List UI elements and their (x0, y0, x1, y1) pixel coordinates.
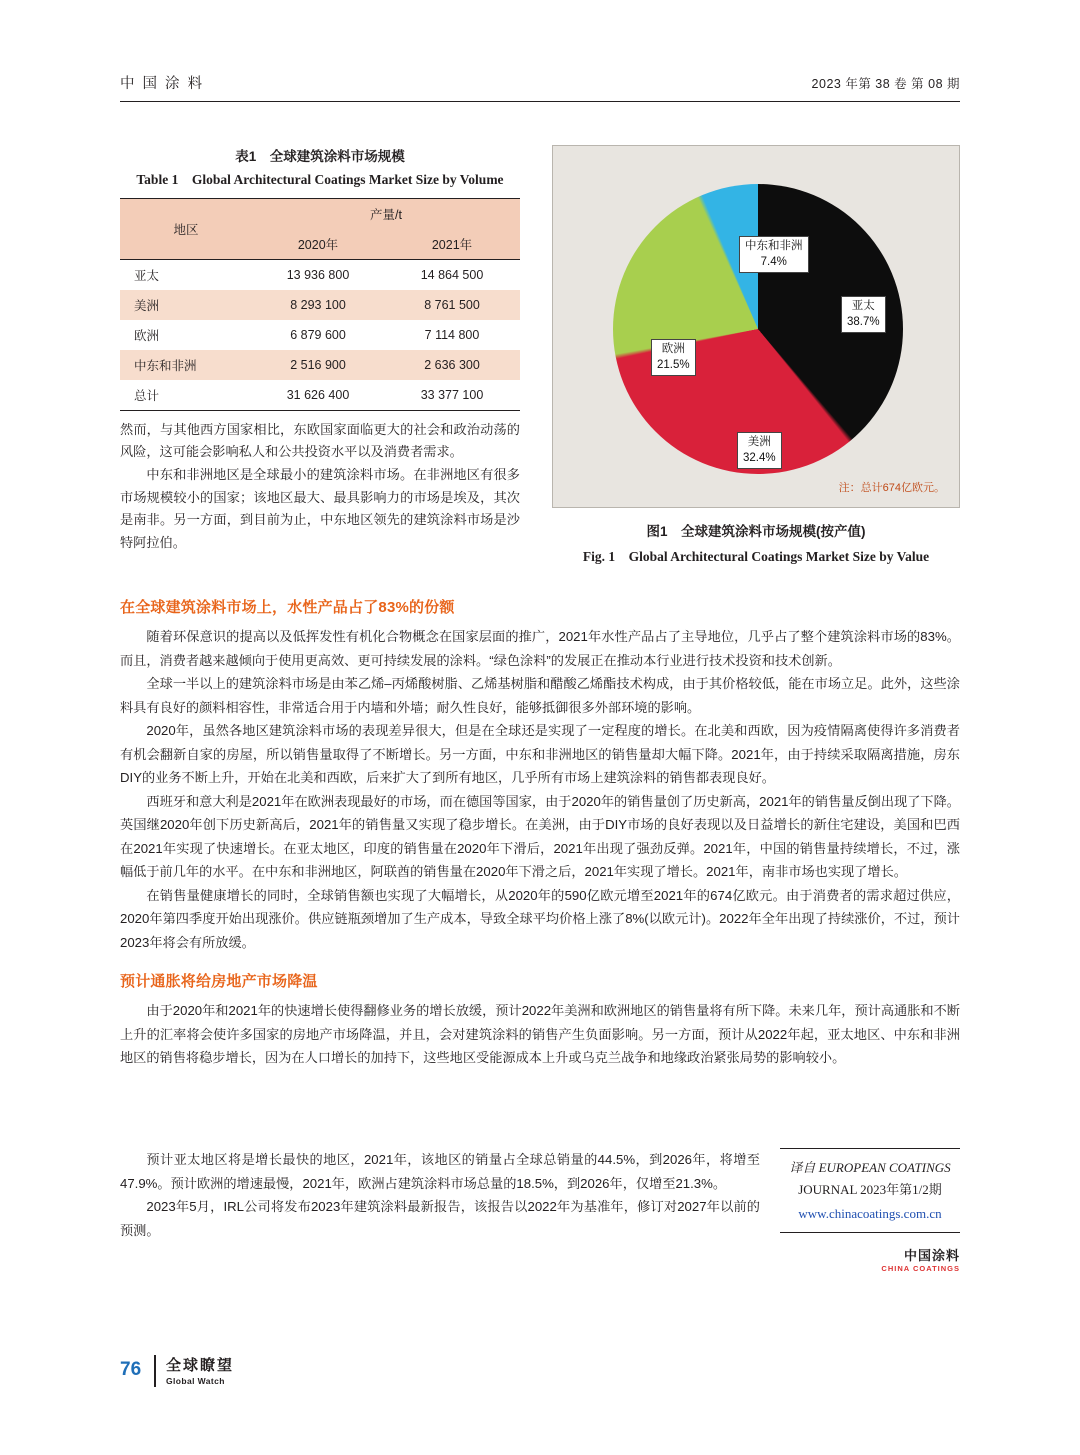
pie-label-asia-value: 38.7% (847, 315, 880, 328)
page-header (120, 72, 960, 104)
brand-name-cn: 中国涂料 (903, 1247, 960, 1263)
paragraph: 在销售量健康增长的同时，全球销售额也实现了大幅增长，从2020年的590亿欧元增至2021年的674亿欧元。由于消费者的需求超过供应，2020年第四季度开始出现涨价。供应链瓶颈增加了生产成本，导致全球平均价格上涨了8%(以欧元计)。2022年全年出现了持续涨价，不过，预计2023年将会有所放缓。 (120, 887, 960, 950)
main-body (120, 580, 960, 1070)
paragraph: 2020年，虽然各地区建筑涂料市场的表现差异很大，但是在全球还是实现了一定程度的增长。在北美和西欧，因为疫情隔离使得许多消费者有机会翻新自家的房屋，所以销售量取得了不断增长。另一方面，中东和非洲地区的销售量却大幅下降。2021年，由于持续采取隔离措施，房东DIY的业务不断上升，开始在北美和西欧，后来扩大了到所有地区，几乎所有市场上建筑涂料的销售都表现良好。 (120, 723, 960, 785)
source-line-1-text: 译自 EUROPEAN COATINGS (789, 1160, 951, 1176)
cell-region: 美洲 (120, 290, 252, 320)
paragraph: 2023年5月，IRL公司将发布2023年建筑涂料最新报告，该报告以2022年为基准年，修订对2027年以前的预测。 (120, 1199, 760, 1238)
tail-column (120, 1148, 760, 1242)
th-2021: 2021年 (384, 229, 520, 260)
pie-wrap (613, 184, 903, 474)
header-divider (120, 101, 960, 102)
cell-region: 欧洲 (134, 328, 160, 343)
source-url[interactable]: www.chinacoatings.com.cn (798, 1205, 942, 1221)
pie-label-mea-name: 中东和非洲 (745, 240, 803, 252)
table-row (120, 320, 520, 350)
footer-divider (154, 1355, 156, 1387)
cell-2021: 7 114 800 (424, 327, 480, 342)
cell-region: 中东和非洲 (120, 350, 252, 380)
brand-logo (780, 1245, 960, 1273)
pie-label-americas (737, 432, 782, 469)
cell-2021: 8 761 500 (384, 290, 520, 320)
pie-label-mea-value: 7.4% (760, 255, 787, 268)
figure-caption-en: Fig. 1 Global Architectural Coatings Market Size by Value (582, 549, 930, 564)
paragraph: 中东和非洲地区是全球最小的建筑涂料市场。在非洲地区有很多市场规模较小的国家；该地区最大、最具影响力的市场是埃及，其次是南非。另一方面，到目前为止，中东地区领先的建筑涂料市场是沙特阿拉伯。 (120, 466, 520, 551)
cell-2020: 8 293 100 (252, 290, 384, 320)
th-volume-group: 产量/t (252, 198, 520, 229)
table-title-cn: 表1 全球建筑涂料市场规模 (235, 149, 405, 164)
pie-label-europe-name: 欧洲 (661, 343, 685, 355)
th-region: 地区 (120, 198, 252, 259)
pie-label-asia-name: 亚太 (851, 300, 875, 312)
table-row (120, 290, 520, 320)
source-line-2: JOURNAL 2023年第1/2期 (798, 1182, 942, 1198)
market-size-table (120, 198, 520, 411)
pie-label-americas-value: 32.4% (743, 451, 776, 464)
figure-1 (552, 145, 960, 565)
footer-section-cn: 全球瞭望 (166, 1357, 235, 1374)
pie-label-asia (841, 296, 886, 333)
paragraph: 全球一半以上的建筑涂料市场是由苯乙烯–丙烯酸树脂、乙烯基树脂和醋酸乙烯酯技术构成，由于其价格较低，能在市场立足。此外，这些涂料具有良好的颜料相容性，非常适合用于内墙和外墙；耐久性良好，能够抵御很多外部环境的影响。 (120, 676, 960, 715)
th-2020: 2020年 (252, 229, 384, 260)
paragraph: 由于2020年和2021年的快速增长使得翻修业务的增长放缓，预计2022年美洲和欧洲地区的销售量将有所下降。未来几年，预计高通胀和不断上升的汇率将会使许多国家的房地产市场降温，并且，会对建筑涂料的销售产生负面影响。另一方面，预计从2022年起，亚太地区、中东和非洲地区的销售将稳步增长，因为在人口增长的加持下，这些地区受能源成本上升或乌克兰战争和地缘政治紧张局势的影响较小。 (120, 1003, 960, 1065)
source-divider-bottom (780, 1232, 960, 1233)
cell-2020: 6 879 600 (290, 327, 346, 342)
issue-info: 2023 年第 38 卷 第 08 期 (811, 77, 960, 91)
source-line-1 (780, 1157, 960, 1179)
cell-2020: 2 516 900 (252, 350, 384, 380)
table-header-row (120, 198, 520, 229)
paragraph: 西班牙和意大利是2021年在欧洲表现最好的市场，而在德国等国家，由于2020年的销售量创了历史新高，2021年的销售量反倒出现了下降。英国继2020年创下历史新高后，2021年的销售量又实现了稳步增长。在美洲，由于DIY市场的良好表现以及日益增长的新住宅建设，美国和巴西在2021年实现了快速增长。在亚太地区，印度的销售量在2020年下滑后，2021年出现了强劲反弹。2021年，中国的销售量持续增长，不过，涨幅低于前几年的水平。在中东和非洲地区，阿联酋的销售量在2020年下滑之后，2021年实现了增长。2021年，南非市场也实现了增长。 (120, 793, 960, 879)
cell-2021: 33 377 100 (384, 380, 520, 411)
table-row-total (120, 380, 520, 411)
cell-2020: 31 626 400 (252, 380, 384, 411)
figure-caption-cn: 图1 全球建筑涂料市场规模(按产值) (646, 524, 866, 539)
left-column (120, 145, 520, 555)
cell-2021: 14 864 500 (420, 267, 484, 282)
pie-label-europe (651, 339, 696, 376)
pie-label-mea (739, 236, 809, 273)
cell-2021: 2 636 300 (384, 350, 520, 380)
table-title-en: Table 1 Global Architectural Coatings Market Size by Volume (136, 172, 504, 187)
chart-note: 注：总计674亿欧元。 (838, 482, 945, 494)
paragraph: 随着环保意识的提高以及低挥发性有机化合物概念在国家层面的推广，2021年水性产品占了主导地位，几乎占了整个建筑涂料市场的83%。而且，消费者越来越倾向于使用更高效、更可持续发展的涂料。“绿色涂料”的发展正在推动本行业进行技术投资和技术创新。 (120, 629, 960, 668)
cell-region: 亚太 (134, 268, 160, 283)
brand-name-en: CHINA COATINGS (881, 1263, 960, 1273)
source-divider-top (780, 1148, 960, 1149)
page-footer (120, 1353, 420, 1393)
section-heading-2: 预计通胀将给房地产市场降温 (120, 973, 318, 990)
footer-section-en: Global Watch (166, 1376, 225, 1386)
cell-2020: 13 936 800 (286, 267, 350, 282)
paragraph: 然而，与其他西方国家相比，东欧国家面临更大的社会和政治动荡的风险，这可能会影响私人和公共投资水平以及消费者需求。 (120, 421, 520, 460)
cell-region: 总计 (120, 380, 252, 411)
source-box (780, 1148, 960, 1273)
pie-chart (552, 145, 960, 508)
section-heading-1: 在全球建筑涂料市场上，水性产品占了83%的份额 (120, 599, 455, 616)
journal-name: 中 国 涂 料 (120, 76, 205, 92)
pie-label-americas-name: 美洲 (747, 436, 771, 448)
paragraph: 预计亚太地区将是增长最快的地区，2021年，该地区的销量占全球总销量的44.5%，到2026年，将增至47.9%。预计欧洲的增速最慢，2021年，欧洲占建筑涂料市场总量的18.5%，到2026年，仅增至21.3%。 (120, 1152, 760, 1191)
page-number: 76 (120, 1359, 142, 1380)
table-row (120, 350, 520, 380)
table-row (120, 259, 520, 290)
pie-label-europe-value: 21.5% (657, 358, 690, 371)
